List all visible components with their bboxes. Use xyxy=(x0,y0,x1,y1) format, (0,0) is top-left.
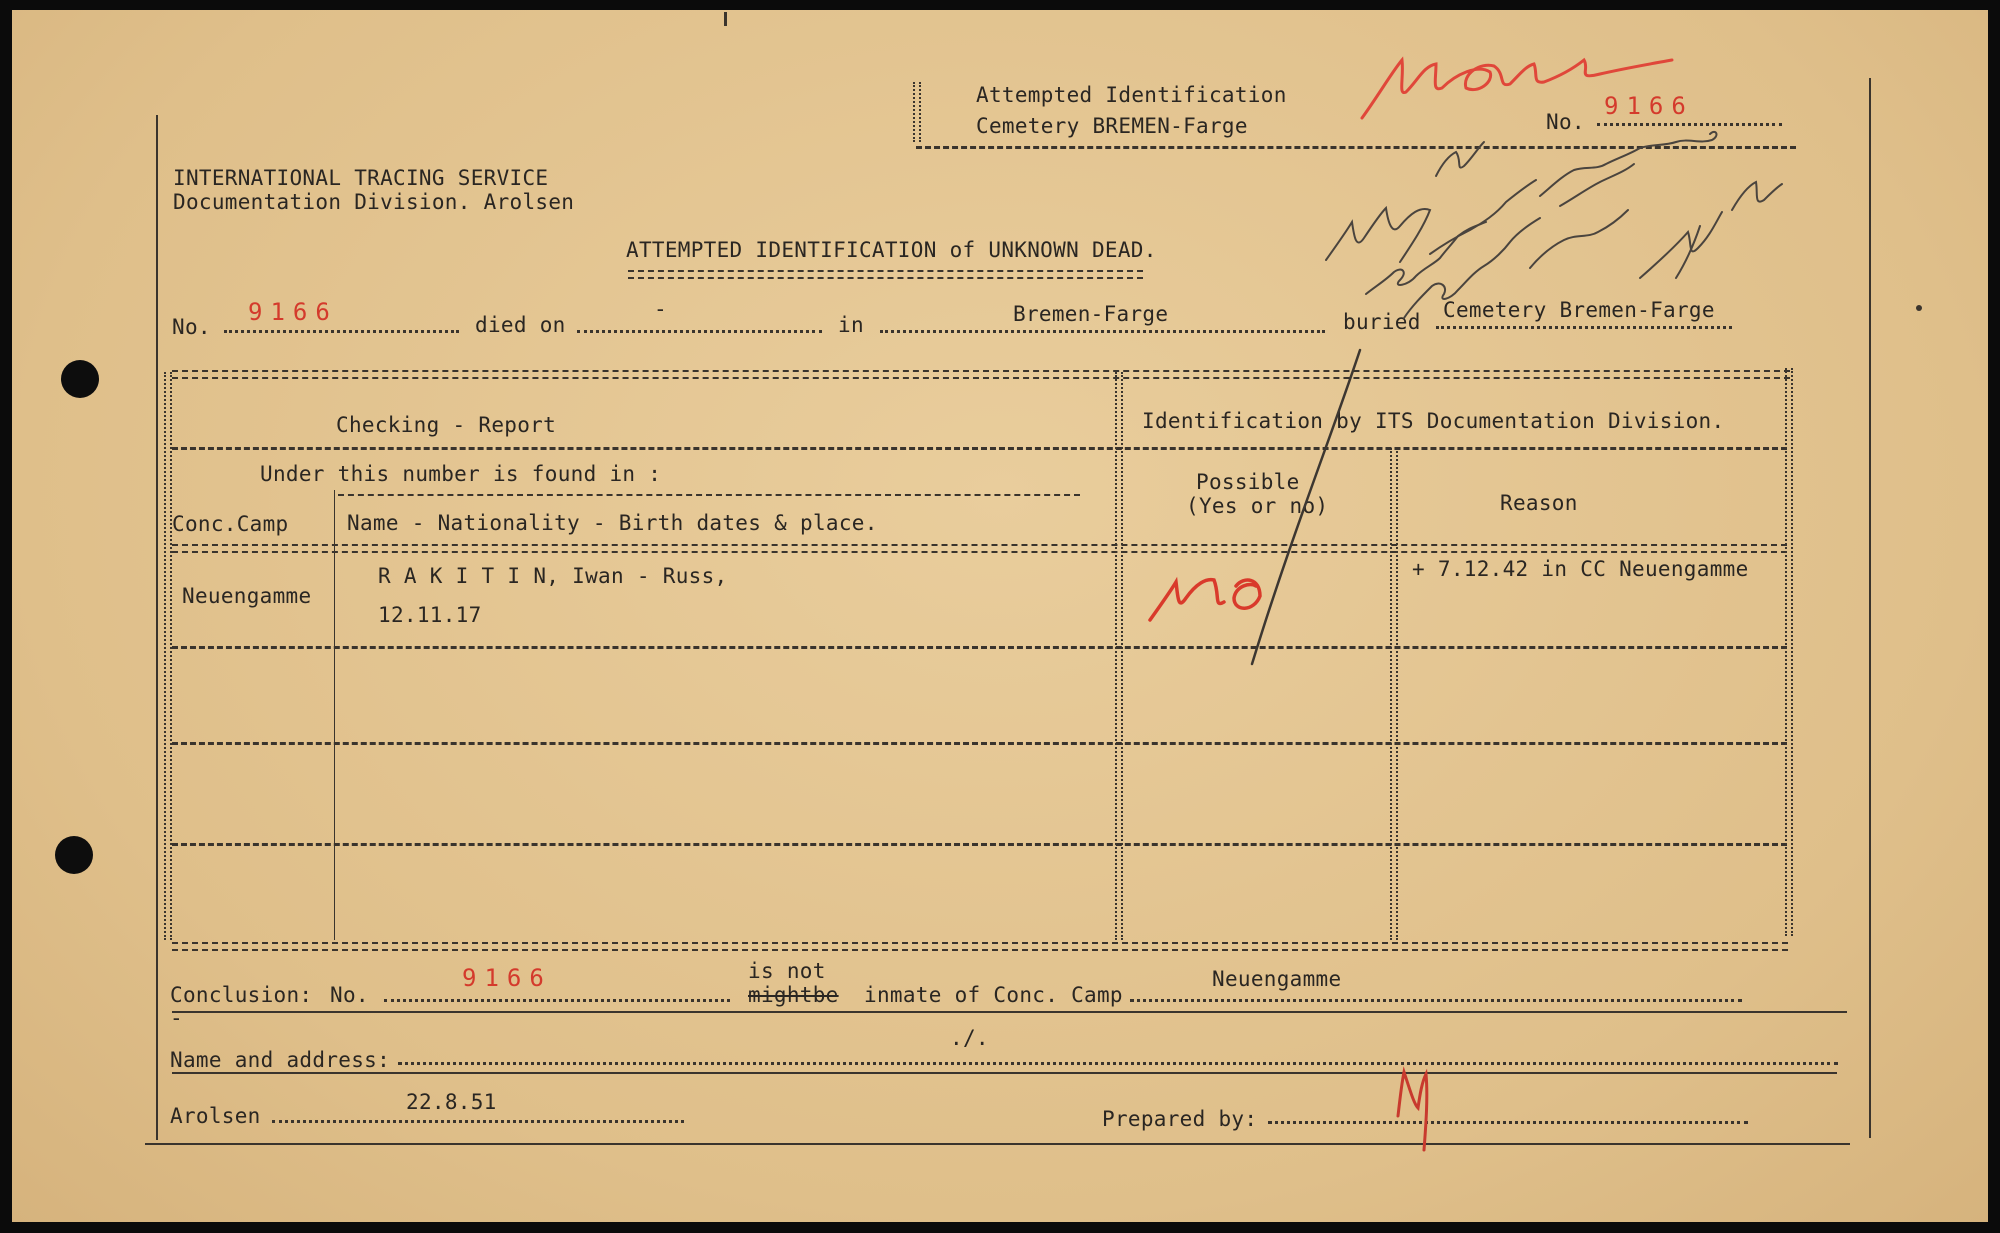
buried-value: Cemetery Bremen-Farge xyxy=(1443,298,1715,322)
col-name-header: Name - Nationality - Birth dates & place. xyxy=(347,511,878,535)
prepared-by-label: Prepared by: xyxy=(1102,1107,1258,1131)
record-no-dots xyxy=(224,330,459,333)
header-box-line1: Attempted Identification xyxy=(976,83,1287,107)
conclusion-camp: Neuengamme xyxy=(1212,967,1342,991)
footer-place: Arolsen xyxy=(170,1104,261,1128)
conclusion-label: Conclusion: xyxy=(170,983,313,1007)
frame-right-line xyxy=(1869,78,1871,1138)
conclusion-rule xyxy=(172,1011,1847,1013)
header-box-line2: Cemetery BREMEN-Farge xyxy=(976,114,1248,138)
record-no-value: 9166 xyxy=(248,298,338,326)
table-bottom-border xyxy=(172,942,1788,951)
conclusion-no-dots xyxy=(384,999,730,1002)
footer-place-dots xyxy=(272,1120,684,1123)
checking-report-heading: Checking - Report xyxy=(336,413,557,437)
punch-hole-top xyxy=(61,360,99,398)
conclusion-dash-mark: - xyxy=(170,1006,183,1030)
table-reason-divider xyxy=(1390,448,1398,940)
conclusion-might-be: mightbe xyxy=(748,983,839,1007)
right-edge-dot xyxy=(1916,305,1922,311)
reason-label: Reason xyxy=(1500,491,1578,515)
table-right-border xyxy=(1785,368,1793,936)
name-address-value: ./. xyxy=(950,1026,989,1050)
possible-label-line1: Possible xyxy=(1196,470,1300,494)
frame-left-line xyxy=(156,115,158,1140)
record-no-label: No. xyxy=(172,315,211,339)
conclusion-no-value: 9166 xyxy=(462,964,552,992)
header-no-label: No. xyxy=(1546,110,1585,134)
title-underline xyxy=(628,270,1143,279)
row1-name-line2: 12.11.17 xyxy=(378,603,482,627)
row1-bottom-rule xyxy=(172,646,1787,649)
row1-camp: Neuengamme xyxy=(182,584,312,608)
buried-dots xyxy=(1436,326,1732,329)
table-camp-divider xyxy=(334,490,335,940)
col-camp-header: Conc.Camp xyxy=(172,512,289,536)
prepared-by-dots xyxy=(1268,1121,1748,1124)
identification-heading: Identification by ITS Documentation Division. xyxy=(1142,409,1725,433)
name-address-rule xyxy=(172,1072,1837,1074)
row3-bottom-rule xyxy=(172,843,1787,846)
under-number-label: Under this number is found in : xyxy=(260,462,662,486)
conclusion-inmate-of: inmate of Conc. Camp xyxy=(864,983,1123,1007)
frame-bottom-line xyxy=(145,1143,1850,1145)
header-no-dots xyxy=(1597,123,1782,126)
org-line2: Documentation Division. Arolsen xyxy=(173,190,575,214)
column-header-rule xyxy=(172,544,1787,553)
document-title: ATTEMPTED IDENTIFICATION of UNKNOWN DEAD. xyxy=(626,238,1157,262)
name-address-dots xyxy=(398,1062,1838,1065)
header-no-value: 9166 xyxy=(1604,92,1694,120)
in-dots xyxy=(880,330,1325,333)
died-on-dots xyxy=(577,330,822,333)
buried-label: buried xyxy=(1343,310,1421,334)
conclusion-is-not: is not xyxy=(748,959,826,983)
conclusion-camp-dots xyxy=(1130,999,1742,1002)
name-address-label: Name and address: xyxy=(170,1048,391,1072)
under-number-rule xyxy=(338,494,1080,496)
org-line1: INTERNATIONAL TRACING SERVICE xyxy=(173,166,549,190)
punch-hole-bottom xyxy=(55,836,93,874)
table-middle-divider xyxy=(1115,372,1123,940)
table-top-border xyxy=(172,370,1790,379)
in-value: Bremen-Farge xyxy=(1013,302,1169,326)
died-on-label: died on xyxy=(475,313,566,337)
row2-bottom-rule xyxy=(172,742,1787,745)
conclusion-no-label: No. xyxy=(330,983,369,1007)
header-box-bottom-border xyxy=(916,146,1796,149)
footer-date: 22.8.51 xyxy=(406,1090,497,1114)
header-box-left-border xyxy=(913,82,921,142)
possible-label-line2: (Yes or no) xyxy=(1186,494,1329,518)
in-label: in xyxy=(838,313,864,337)
top-edge-mark xyxy=(724,12,727,26)
table-header-rule xyxy=(172,447,1787,450)
row1-reason: + 7.12.42 in CC Neuengamme xyxy=(1412,557,1749,581)
row1-name-line1: R A K I T I N, Iwan - Russ, xyxy=(378,564,728,588)
table-left-border xyxy=(164,372,172,940)
died-on-value: - xyxy=(654,297,667,321)
